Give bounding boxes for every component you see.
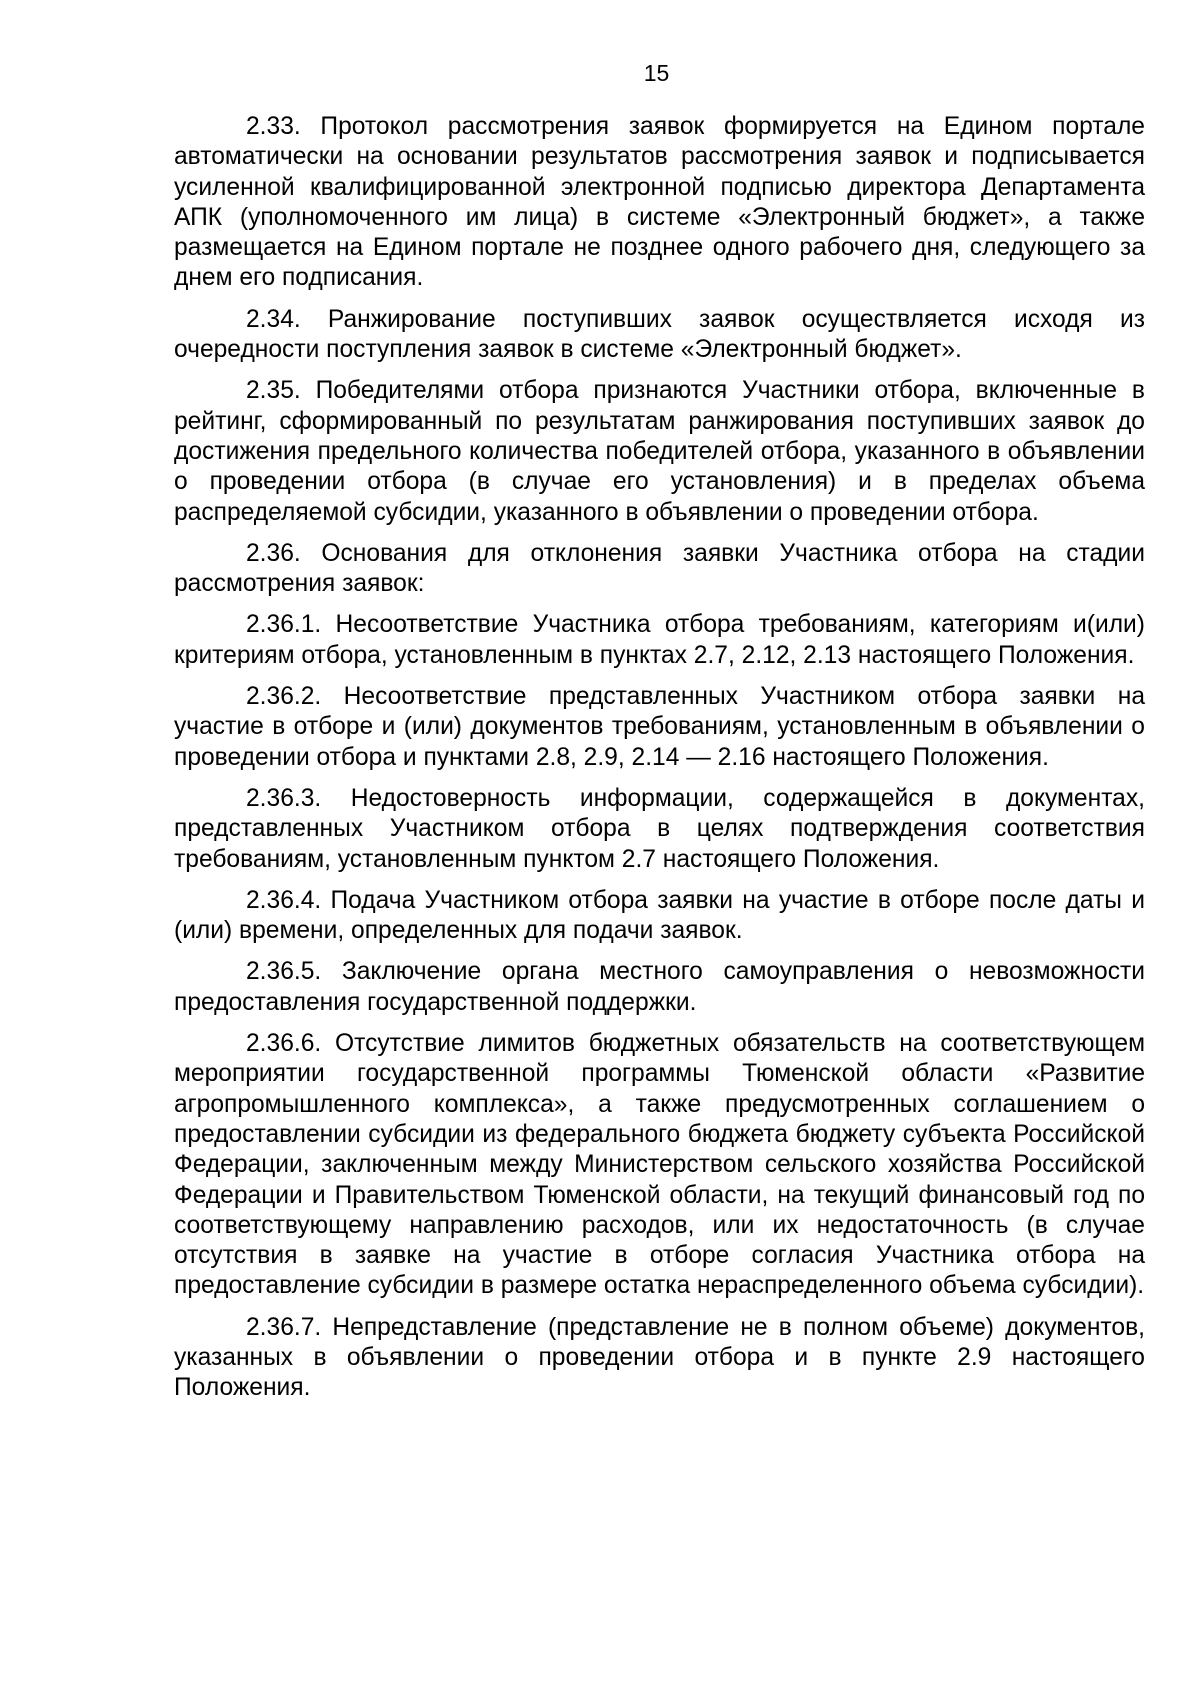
- paragraph-2-33: 2.33. Протокол рассмотрения заявок формируется на Едином портале автоматически на основании результатов рассмотрения заявок и подписывается усиленной квалифицированной электронной подписью директора Департамента АПК (уполномоченного им лица) в системе «Электронный бюджет», а также размещается на Едином портале не позднее одного рабочего дня, следующего за днем его подписания.: [174, 113, 1145, 292]
- paragraph-2-36-3: 2.36.3. Недостоверность информации, содержащейся в документах, представленных Участником отбора в целях подтверждения соответствия требованиям, установленным пунктом 2.7 настоящего Положения.: [174, 784, 1145, 873]
- paragraph-2-36-5: 2.36.5. Заключение органа местного самоуправления о невозможности предоставления государственной поддержки.: [174, 958, 1145, 1016]
- document-body: [174, 112, 1145, 1415]
- paragraph-2-35: 2.35. Победителями отбора признаются Участники отбора, включенные в рейтинг, сформированный по результатам ранжирования поступивших заявок до достижения предельного количества победителей отбора, указанного в объявлении о проведении отбора (в случае его установления) и в пределах объема распределяемой субсидии, указанного в объявлении о проведении отбора.: [174, 377, 1145, 526]
- paragraph-2-36-4: 2.36.4. Подача Участником отбора заявки на участие в отборе после даты и (или) времени, определенных для подачи заявок.: [174, 886, 1145, 945]
- paragraph-2-36-1: 2.36.1. Несоответствие Участника отбора требованиям, категориям и(или) критериям отбора, установленным в пунктах 2.7, 2.12, 2.13 настоящего Положения.: [174, 611, 1145, 669]
- paragraph-2-34: 2.34. Ранжирование поступивших заявок осуществляется исходя из очередности поступления заявок в системе «Электронный бюджет».: [174, 305, 1145, 364]
- paragraph-2-36-2: 2.36.2. Несоответствие представленных Участником отбора заявки на участие в отборе и (или) документов требованиям, установленным в объявлении о проведении отбора и пунктами 2.8, 2.9, 2.14 — 2.16 настоящего Положения.: [174, 683, 1145, 771]
- paragraph-2-36-7: 2.36.7. Непредставление (представление не в полном объеме) документов, указанных в объявлении о проведении отбора и в пункте 2.9 настоящего Положения.: [174, 1313, 1145, 1402]
- page-number: 15: [643, 60, 670, 86]
- paragraph-2-36-6: 2.36.6. Отсутствие лимитов бюджетных обязательств на соответствующем мероприятии государственной программы Тюменской области «Развитие агропромышленного комплекса», а также предусмотренных соглашением о предоставлении субсидии из федерального бюджета бюджету субъекта Российской Федерации, заключенным между Министерством сельского хозяйства Российской Федерации и Правительством Тюменской области, на текущий финансовый год по соответствующему направлению расходов, или их недостаточность (в случае отсутствия в заявке на участие в отборе согласия Участника отбора на предоставление субсидии в размере остатка нераспределенного объема субсидии).: [174, 1030, 1145, 1300]
- paragraph-2-36: 2.36. Основания для отклонения заявки Участника отбора на стадии рассмотрения заявок:: [174, 539, 1145, 598]
